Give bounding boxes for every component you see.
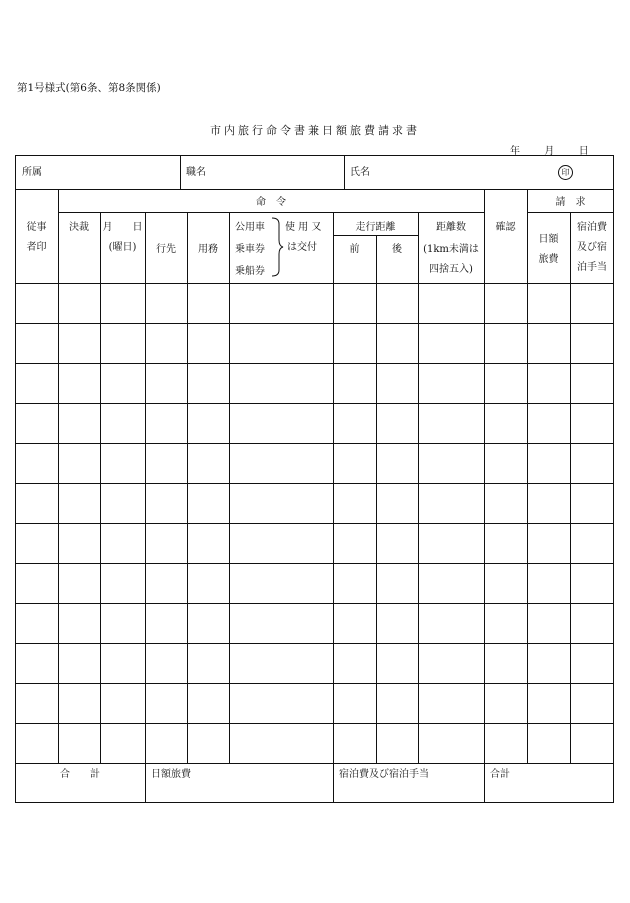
date-year: 年	[510, 146, 520, 157]
odometer-after-header: 後	[392, 244, 402, 255]
order-group-header: 命 令	[256, 197, 286, 208]
daily-travel-fee-label: 日額旅費	[151, 769, 191, 780]
approval-header: 決裁	[69, 222, 89, 233]
date-month: 月	[544, 146, 555, 157]
vehicle-type-train-ticket: 乗車券	[235, 244, 265, 255]
business-header: 用務	[198, 244, 218, 255]
brace-glyph	[272, 218, 283, 276]
use-or-issue-2: は交付	[287, 242, 317, 253]
lodging-fee-label: 宿泊費及び宿泊手当	[339, 769, 429, 780]
distance-header-1: 距離数	[436, 222, 466, 233]
use-or-issue-1: 使 用 又	[285, 222, 322, 233]
lodging-header-1: 宿泊費	[577, 222, 607, 233]
employee-seal-header-2: 者印	[26, 242, 47, 253]
odometer-header: 走行距離	[355, 222, 396, 233]
odometer-before-header: 前	[349, 244, 360, 255]
distance-header-3: 四捨五入)	[429, 264, 473, 275]
vehicle-type-official-car: 公用車	[235, 222, 265, 233]
name-label: 氏名	[350, 167, 370, 178]
lodging-header-3: 泊手当	[577, 262, 607, 273]
total-label: 合 計	[60, 769, 100, 780]
confirm-header: 確認	[495, 222, 516, 233]
vehicle-type-ship-ticket: 乗船券	[235, 266, 265, 277]
grand-total-label: 合計	[490, 769, 510, 780]
lodging-header-2: 及び宿	[577, 242, 607, 253]
claim-group-header: 請 求	[555, 197, 586, 208]
form-label: 第1号様式(第6条、第8条関係)	[17, 82, 161, 94]
position-label: 職名	[186, 167, 206, 178]
daily-travel-header-2: 旅費	[538, 254, 559, 265]
affiliation-label: 所属	[22, 167, 42, 178]
month-day-header: 月 日	[102, 222, 143, 233]
date-day: 日	[578, 146, 589, 157]
employee-seal-header-1: 従事	[26, 222, 47, 233]
weekday-header: (曜日)	[108, 242, 137, 253]
destination-header: 行先	[156, 244, 176, 255]
distance-header-2: (1km未満は	[423, 244, 479, 255]
seal-mark: 印	[558, 165, 573, 180]
daily-travel-header-1: 日額	[538, 234, 559, 245]
document-title: 市内旅行命令書兼日額旅費請求書	[210, 124, 420, 137]
